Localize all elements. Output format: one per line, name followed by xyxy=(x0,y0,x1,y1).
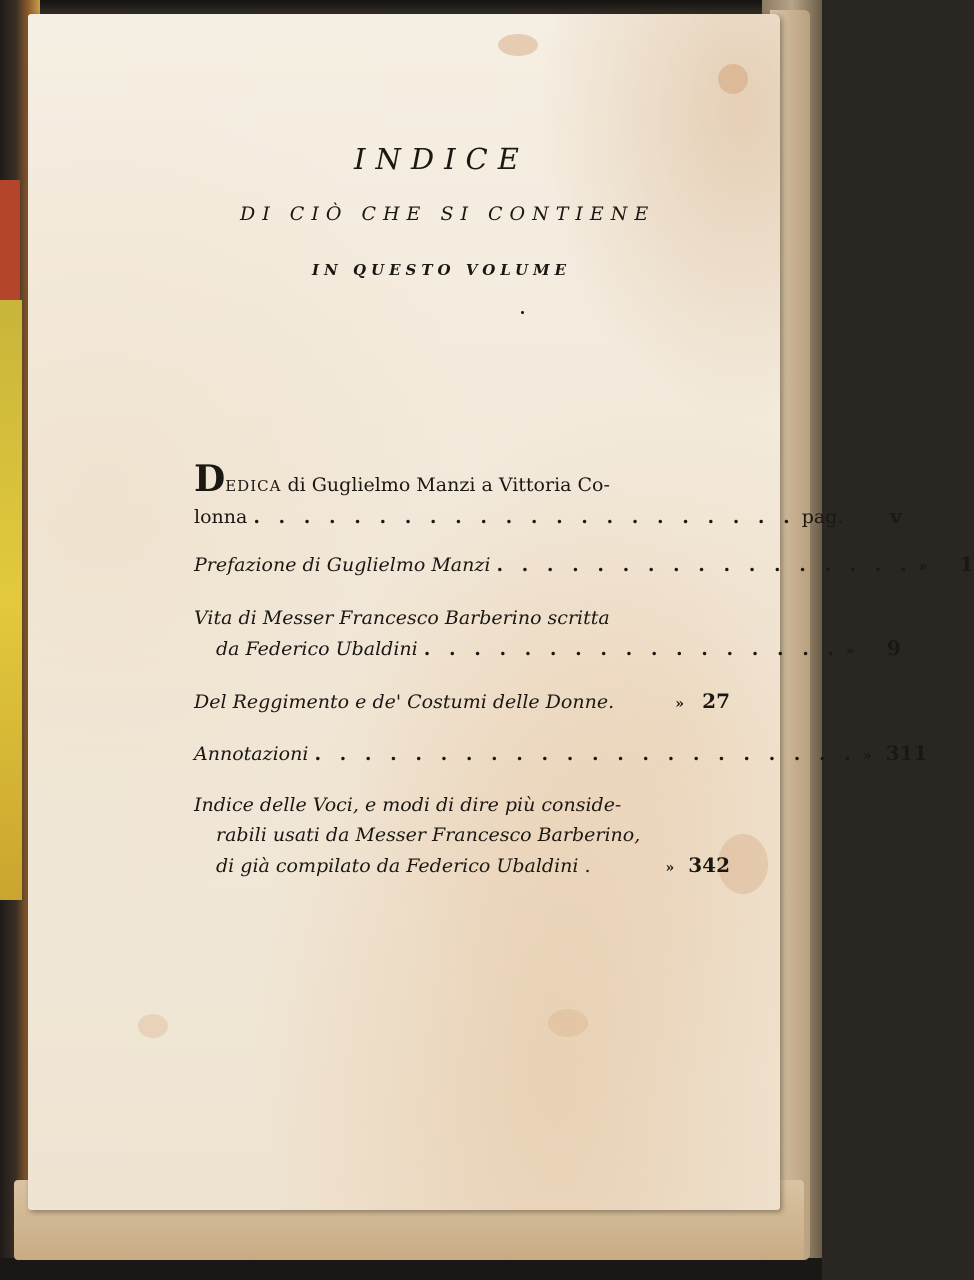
toc-entry-text: Vita di Messer Francesco Barberino scritta xyxy=(194,607,610,629)
toc-entry-line xyxy=(194,850,730,883)
page-subtitle-secondary: IN QUESTO VOLUME xyxy=(312,261,572,279)
dot-leader: . . . . . . . . . . . . . . . . . . . . . . xyxy=(253,506,796,528)
foxing-spot xyxy=(548,1009,588,1037)
page-number: v xyxy=(889,504,902,528)
toc-entry-line xyxy=(194,549,974,582)
ditto-marker: » xyxy=(665,860,675,876)
foxing-spot xyxy=(718,64,748,94)
dot-leader: . . . . . . . . . . . . . . . . . xyxy=(496,554,913,576)
ditto-marker: » xyxy=(862,748,872,764)
toc-entry-annotazioni xyxy=(194,738,928,771)
toc-entry-prefazione xyxy=(194,549,974,582)
ditto-marker: » xyxy=(675,696,684,712)
toc-entry-line xyxy=(194,686,730,719)
toc-entry-line xyxy=(194,458,730,501)
drop-cap: D xyxy=(194,458,226,500)
small-caps-text: EDICA xyxy=(225,477,282,495)
toc-entry-vita xyxy=(194,603,901,666)
ditto-marker: » xyxy=(918,559,928,575)
toc-entry-line xyxy=(194,738,928,771)
page-number: 342 xyxy=(688,853,730,877)
page-number: 27 xyxy=(702,689,730,713)
toc-entry-reggimento xyxy=(194,686,730,719)
toc-entry-text: Del Reggimento e de' Costumi delle Donne. xyxy=(194,691,615,713)
foxing-spot xyxy=(138,1014,168,1038)
toc-entry-line xyxy=(194,603,730,633)
dot-leader: . . . . . . . . . . . . . . . . . . . . . . xyxy=(314,743,857,765)
toc-entry-text: di Guglielmo Manzi a Vittoria Co- xyxy=(281,474,610,496)
toc-entry-indice-voci xyxy=(194,790,730,883)
toc-entry-line xyxy=(194,820,730,850)
toc-entry-text: Annotazioni xyxy=(194,743,309,765)
page-number: 311 xyxy=(885,741,928,765)
toc-entry-line xyxy=(194,633,901,666)
page-number: 1 xyxy=(959,552,974,576)
toc-entry-line xyxy=(194,501,902,532)
page-subtitle: DI CIÒ CHE SI CONTIENE xyxy=(240,203,656,225)
toc-entry-text: da Federico Ubaldini xyxy=(216,638,418,660)
dot-leader: . . . . . . . . . . . . . . . . . xyxy=(423,638,841,660)
toc-entry-text: Prefazione di Guglielmo Manzi xyxy=(194,554,491,576)
toc-entry-text: lonna xyxy=(194,506,248,528)
toc-entry-line xyxy=(194,790,730,820)
page-label: pag. xyxy=(801,506,844,528)
toc-entry-dedica xyxy=(194,458,902,532)
background-bottom xyxy=(0,1258,822,1280)
ditto-marker: » xyxy=(846,643,855,659)
page-number: 9 xyxy=(886,636,901,660)
toc-entry-text: rabili usati da Messer Francesco Barberino, xyxy=(216,824,641,846)
page-title: INDICE xyxy=(354,142,529,176)
toc-entry-text: di già compilato da Federico Ubaldini . xyxy=(216,855,591,877)
foxing-spot xyxy=(498,34,538,56)
background-yellow-object xyxy=(0,300,22,900)
toc-entry-text: Indice delle Voci, e modi di dire più conside- xyxy=(194,794,622,816)
ornament-dot xyxy=(521,311,524,314)
